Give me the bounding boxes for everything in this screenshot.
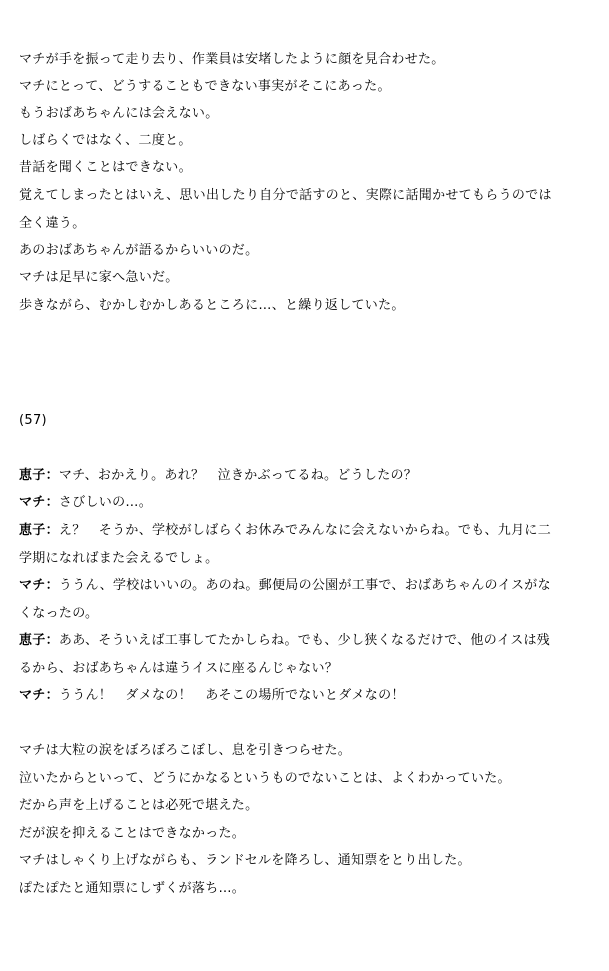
dialogue-line xyxy=(19,523,551,539)
dialogue-text: ううん！ ダメなの！ あそこの場所でないとダメなの！ xyxy=(58,688,405,703)
narrative-line: だが涙を抑えることはできなかった。 xyxy=(19,826,246,841)
narrative-line: しばらくではなく、二度と。 xyxy=(19,133,192,148)
section-number: (57) xyxy=(19,413,47,428)
narrative-line: 全く違う。 xyxy=(19,216,86,231)
dialogue-text: え？ そうか、学校がしばらくお休みでみんなに会えないからね。でも、九月に二 xyxy=(58,523,552,538)
narrative-line: ぽたぽたと通知票にしずくが落ち…。 xyxy=(19,881,246,896)
speaker-name: 恵子： xyxy=(19,468,59,483)
dialogue-text: くなったの。 xyxy=(19,606,99,621)
dialogue-text: さびしいの…。 xyxy=(58,495,153,510)
speaker-name: 恵子： xyxy=(19,523,59,538)
narrative-line: 歩きながら、むかしむかしあるところに…、と繰り返していた。 xyxy=(19,298,405,313)
dialogue-text: ううん、学校はいいの。あのね。郵便局の公園が工事で、おばあちゃんのイスがな xyxy=(58,578,551,593)
dialogue-text: ああ、そういえば工事してたかしらね。でも、少し狭くなるだけで、他のイスは残 xyxy=(58,633,551,648)
narrative-line: マチにとって、どうすることもできない事実がそこにあった。 xyxy=(19,79,391,94)
dialogue-text: るから、おばあちゃんは違うイスに座るんじゃない？ xyxy=(19,661,339,676)
dialogue-line xyxy=(19,551,218,567)
dialogue-line xyxy=(19,578,551,594)
narrative-line: マチはしゃくり上げながらも、ランドセルを降ろし、通知票をとり出した。 xyxy=(19,853,471,868)
narrative-line: 覚えてしまったとはいえ、思い出したり自分で話すのと、実際に話聞かせてもらうのでは xyxy=(19,188,552,203)
narrative-line: もうおばあちゃんには会えない。 xyxy=(19,106,219,121)
narrative-line: 泣いたからといって、どうにかなるというものでないことは、よくわかっていた。 xyxy=(19,771,511,786)
dialogue-line xyxy=(19,633,550,649)
dialogue-text: 学期になればまた会えるでしょ。 xyxy=(19,551,219,566)
speaker-name: マチ： xyxy=(19,495,59,510)
narrative-line: マチが手を振って走り去り、作業員は安堵したように顔を見合わせた。 xyxy=(19,52,445,67)
dialogue-text: マチ、おかえり。あれ？ 泣きかぶってるね。どうしたの？ xyxy=(58,468,418,483)
speaker-name: マチ： xyxy=(19,688,59,703)
narrative-line: マチは足早に家へ急いだ。 xyxy=(19,270,179,285)
narrative-line: だから声を上げることは必死で堪えた。 xyxy=(19,798,259,813)
narrative-line: マチは大粒の涙をぼろぼろこぼし、息を引きつらせた。 xyxy=(19,743,352,758)
dialogue-line xyxy=(19,468,417,484)
narrative-line: あのおばあちゃんが語るからいいのだ。 xyxy=(19,243,259,258)
dialogue-line xyxy=(19,688,405,704)
dialogue-line xyxy=(19,495,152,511)
narrative-line: 昔話を聞くことはできない。 xyxy=(19,160,192,175)
dialogue-line xyxy=(19,661,338,677)
dialogue-line xyxy=(19,606,98,622)
speaker-name: 恵子： xyxy=(19,633,59,648)
speaker-name: マチ： xyxy=(19,578,59,593)
